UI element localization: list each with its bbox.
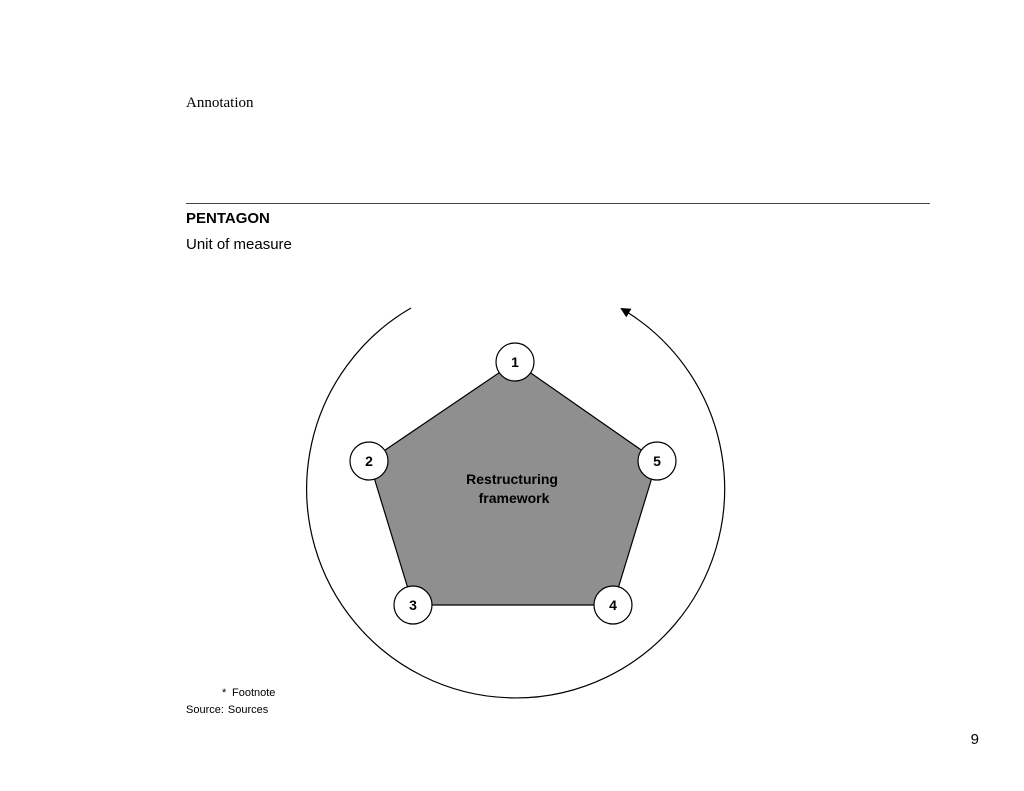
node-5-label: 5 <box>653 453 661 469</box>
node-3 <box>394 586 432 624</box>
footnote-marker: * <box>222 687 227 699</box>
center-label-line-2: framework <box>478 490 550 506</box>
node-4 <box>594 586 632 624</box>
center-label-line-1: Restructuring <box>466 471 558 487</box>
node-2-label: 2 <box>365 453 373 469</box>
source-text: Sources <box>227 704 269 716</box>
footnote <box>222 687 275 699</box>
page-number: 9 <box>970 731 979 748</box>
annotation-text: Annotation <box>186 95 254 111</box>
page-title: PENTAGON <box>186 210 270 227</box>
node-2 <box>350 442 388 480</box>
unit-of-measure: Unit of measure <box>186 236 292 253</box>
node-5 <box>638 442 676 480</box>
source-line <box>186 704 268 716</box>
node-3-label: 3 <box>409 597 417 613</box>
node-4-label: 4 <box>609 597 617 613</box>
footnote-text: Footnote <box>232 687 276 699</box>
source-label: Source: <box>186 704 224 716</box>
node-1-label: 1 <box>511 354 519 370</box>
node-1 <box>496 343 534 381</box>
